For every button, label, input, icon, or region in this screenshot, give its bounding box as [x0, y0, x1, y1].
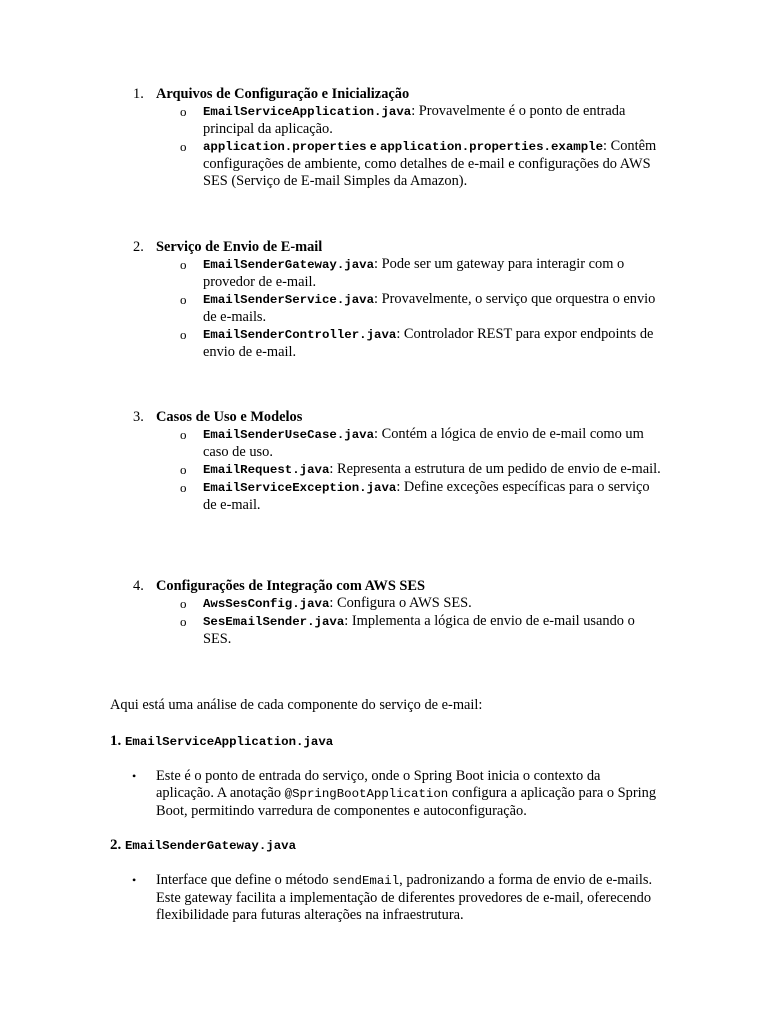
analysis-text: Este é o ponto de entrada do serviço, onde o Spring Boot inicia o contexto da aplicação. A anotação: [156, 768, 601, 801]
analysis-bullet-item: [132, 768, 660, 820]
file-name: EmailSenderUseCase.java: [203, 428, 375, 442]
list-item: [0, 595, 661, 613]
list-item: [0, 256, 661, 291]
file-name: EmailSenderController.java: [203, 328, 397, 342]
file-name: EmailServiceApplication.java: [203, 105, 412, 119]
item-description: : Representa a estrutura de um pedido de envio de e-mail.: [329, 461, 661, 477]
bullet-icon: o: [180, 327, 187, 342]
item-description: : Provavelmente é o ponto de entrada principal da aplicação.: [203, 103, 626, 137]
file-name: AwsSesConfig.java: [203, 597, 330, 611]
sub-list: [0, 426, 768, 514]
section-title: Arquivos de Configuração e Inicialização: [156, 86, 410, 102]
list-item: [0, 461, 661, 479]
section-title: Serviço de Envio de E-mail: [156, 239, 323, 255]
list-item: [0, 103, 661, 138]
item-description: : Pode ser um gateway para interagir com o provedor de e-mail.: [203, 256, 625, 290]
list-item: [0, 426, 661, 461]
item-description: : Contêm configurações de ambiente, como detalhes de e-mail e configurações do AWS SES (Serviço de E-mail Simples da Amazon).: [203, 138, 657, 189]
bullet-icon: o: [180, 292, 187, 307]
intro-paragraph: Aqui está uma análise de cada componente do serviço de e-mail:: [110, 697, 483, 713]
file-name: EmailRequest.java: [203, 463, 330, 477]
analysis-number: 2.: [110, 837, 122, 853]
item-description: : Configura o AWS SES.: [329, 595, 472, 611]
item-description: : Provavelmente, o serviço que orquestra o envio de e-mails.: [203, 291, 656, 325]
sub-list: [0, 103, 768, 190]
section-title: Casos de Uso e Modelos: [156, 409, 303, 425]
bullet-dot-icon: •: [132, 873, 137, 887]
bullet-icon: o: [180, 596, 187, 611]
section-heading: [0, 86, 768, 103]
section-number: 4.: [133, 578, 144, 594]
list-item: [0, 479, 661, 514]
file-name: application.properties: [203, 140, 367, 154]
bullet-dot-icon: •: [132, 769, 137, 783]
section-use-cases: [0, 409, 768, 514]
section-heading: [0, 409, 768, 426]
section-email-service: [0, 239, 768, 361]
bullet-icon: o: [180, 462, 187, 477]
conjunction: e: [366, 139, 380, 153]
section-number: 2.: [133, 239, 144, 255]
analysis-text: configura a aplicação para o Spring Boot, permitindo varredura de componentes e autoconfiguração.: [156, 785, 657, 819]
analysis-text: Interface que define o método: [156, 872, 333, 888]
item-description: : Contém a lógica de envio de e-mail como um caso de uso.: [203, 426, 644, 460]
analysis-file-name: EmailServiceApplication.java: [125, 735, 334, 749]
list-item: [0, 291, 661, 326]
file-name: EmailSenderGateway.java: [203, 258, 375, 272]
sub-list: [0, 256, 768, 361]
analysis-heading: [110, 837, 296, 855]
bullet-icon: o: [180, 427, 187, 442]
file-name: SesEmailSender.java: [203, 615, 345, 629]
sub-list: [0, 595, 768, 648]
section-heading: [0, 578, 768, 595]
bullet-icon: o: [180, 614, 187, 629]
analysis-number: 1.: [110, 733, 122, 749]
inline-code: sendEmail: [332, 874, 400, 888]
item-description: : Controlador REST para expor endpoints de envio de e-mail.: [203, 326, 654, 360]
list-item: [0, 326, 661, 361]
item-description: : Define exceções específicas para o serviço de e-mail.: [203, 479, 650, 513]
analysis-text: , padronizando a forma de envio de e-mails. Este gateway facilita a implementação de diferentes provedores de e-mail, oferecendo flexibilidade para futuras alterações na infraestrutura.: [156, 872, 653, 923]
section-config: [0, 86, 768, 190]
section-aws-ses: [0, 578, 768, 648]
analysis-bullet-item: [132, 872, 660, 924]
section-heading: [0, 239, 768, 256]
file-name: application.properties.example: [379, 140, 604, 154]
list-item: [0, 138, 661, 190]
file-name: EmailSenderService.java: [203, 293, 375, 307]
bullet-icon: o: [180, 480, 187, 495]
section-number: 3.: [133, 409, 144, 425]
bullet-icon: o: [180, 257, 187, 272]
item-description: : Implementa a lógica de envio de e-mail usando o SES.: [203, 613, 635, 647]
section-number: 1.: [133, 86, 144, 102]
bullet-icon: o: [180, 139, 187, 154]
file-name: EmailServiceException.java: [203, 481, 397, 495]
section-title: Configurações de Integração com AWS SES: [156, 578, 426, 594]
inline-code: @SpringBootApplication: [284, 787, 449, 801]
list-item: [0, 613, 661, 648]
bullet-icon: o: [180, 104, 187, 119]
analysis-heading: [110, 733, 333, 751]
analysis-file-name: EmailSenderGateway.java: [125, 839, 297, 853]
